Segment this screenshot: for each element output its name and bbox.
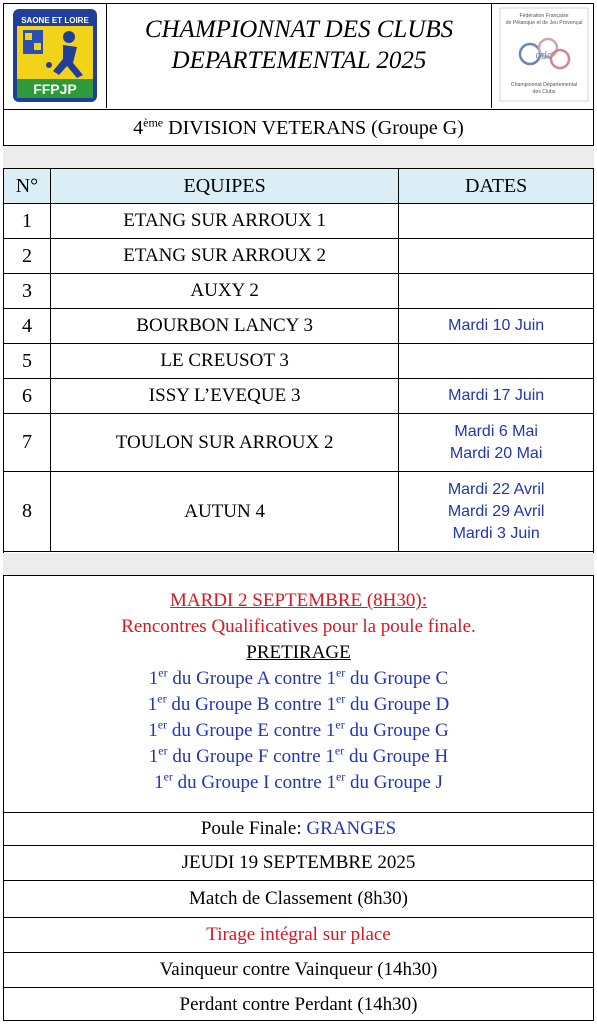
grey-band <box>3 553 594 575</box>
cdc-logo <box>491 3 594 108</box>
rank-sup: er <box>334 743 345 758</box>
rank-sup: er <box>158 665 168 680</box>
title-line-1: CHAMPIONNAT DES CLUBS <box>144 16 454 43</box>
row-team: AUXY 2 <box>50 274 398 309</box>
match-line <box>3 718 594 744</box>
date-line: Mardi 20 Mai <box>449 444 543 462</box>
rank-sup: er <box>157 691 167 706</box>
rank-sup: er <box>158 743 168 758</box>
vainqueur-row: Vainqueur contre Vainqueur (14h30) <box>159 959 438 980</box>
title-line-2: DEPARTEMENTAL 2025 <box>171 47 427 74</box>
date-line: Mardi 17 Juin <box>448 387 545 404</box>
row-dates <box>399 239 594 274</box>
classement-row: Match de Classement (8h30) <box>189 888 408 909</box>
qualif-date <box>3 588 594 614</box>
rank-sup: er <box>335 665 346 680</box>
rank-sup: er <box>157 717 168 732</box>
rank-num: 1 <box>326 668 336 689</box>
match-text: du Groupe J <box>345 772 443 793</box>
logo-bottom-text: FFPJP <box>33 81 77 97</box>
row-dates <box>399 414 594 472</box>
row-dates <box>399 344 594 379</box>
teams-table <box>3 168 594 552</box>
table-row <box>4 239 594 274</box>
division-text: DIVISION VETERANS (Groupe G) <box>163 117 464 139</box>
row-team: ISSY L’EVEQUE 3 <box>50 379 398 414</box>
poule-label: Poule Finale: <box>200 818 307 839</box>
row-dates <box>399 204 594 239</box>
rank-sup: er <box>163 769 173 784</box>
ffpjp-saone-et-loire-logo <box>3 3 107 108</box>
rank-sup: er <box>335 691 346 706</box>
match-text: du Groupe C <box>345 668 449 689</box>
division-sup: ème <box>143 115 164 130</box>
header-num: N° <box>4 169 51 204</box>
table-row <box>4 379 594 414</box>
date-line: Mardi 10 Juin <box>448 317 545 334</box>
row-num: 4 <box>4 309 51 344</box>
rank-sup: er <box>335 769 346 784</box>
header-teams: EQUIPES <box>50 169 398 204</box>
qualif-date-text: MARDI 2 SEPTEMBRE (8H30): <box>169 590 428 611</box>
match-text: du Groupe F contre <box>167 746 326 767</box>
poule-finale-row <box>3 813 594 845</box>
row-team: BOURBON LANCY 3 <box>50 309 398 344</box>
rank-num: 1 <box>148 746 159 767</box>
poule-place: GRANGES <box>306 818 397 839</box>
table-header-row <box>4 169 594 204</box>
rank-num: 1 <box>147 694 158 715</box>
match-text: du Groupe B contre <box>166 694 327 715</box>
match-line <box>3 770 594 796</box>
table-row <box>4 204 594 239</box>
row-num: 6 <box>4 379 51 414</box>
row-dates <box>399 379 594 414</box>
perdant-row: Perdant contre Perdant (14h30) <box>179 994 418 1015</box>
grey-band <box>3 146 594 168</box>
row-num: 1 <box>4 204 51 239</box>
row-num: 5 <box>4 344 51 379</box>
tirage-row: Tirage intégral sur place <box>206 924 391 945</box>
right-logo-mark: cdc <box>535 50 553 62</box>
rank-num: 1 <box>148 720 158 741</box>
match-text: du Groupe H <box>344 746 449 767</box>
match-text: du Groupe A contre <box>167 668 327 689</box>
rank-num: 1 <box>326 772 336 793</box>
pretirage-heading <box>3 640 594 666</box>
match-line <box>3 666 594 692</box>
division-title <box>3 111 594 145</box>
divider <box>3 575 594 576</box>
right-logo-top-1: Fédération Française <box>519 13 569 19</box>
match-text: du Groupe G <box>344 720 449 741</box>
rank-num: 1 <box>154 772 164 793</box>
header-dates: DATES <box>399 169 594 204</box>
division-prefix: 4 <box>133 117 144 139</box>
qualif-section <box>3 588 594 796</box>
row-dates <box>399 472 594 552</box>
table-row <box>4 344 594 379</box>
table-row <box>4 309 594 344</box>
rank-sup: er <box>335 717 345 732</box>
row-num: 7 <box>4 414 51 472</box>
qualif-subtitle: Rencontres Qualificatives pour la poule finale. <box>121 616 476 637</box>
date-line: Mardi 3 Juin <box>452 524 540 542</box>
rank-num: 1 <box>326 694 336 715</box>
row-team: AUTUN 4 <box>50 472 398 552</box>
match-text: du Groupe I contre <box>172 772 327 793</box>
match-line <box>3 692 594 718</box>
row-team: TOULON SUR ARROUX 2 <box>50 414 398 472</box>
logo-top-text: SAONE ET LOIRE <box>21 16 89 25</box>
row-num: 2 <box>4 239 51 274</box>
table-row <box>4 472 594 552</box>
row-team: ETANG SUR ARROUX 1 <box>50 204 398 239</box>
petanque-player-logo-icon <box>3 3 107 108</box>
row-team: ETANG SUR ARROUX 2 <box>50 239 398 274</box>
cdc-federation-logo-icon <box>492 3 595 108</box>
divider <box>3 109 594 110</box>
match-text: du Groupe D <box>345 694 450 715</box>
row-num: 3 <box>4 274 51 309</box>
date-line: Mardi 6 Mai <box>454 422 538 440</box>
right-logo-top-2: de Pétanque et de Jeu Provençal <box>505 20 583 26</box>
row-dates <box>399 309 594 344</box>
match-line <box>3 744 594 770</box>
rank-num: 1 <box>148 668 159 689</box>
match-text: du Groupe E contre <box>167 720 326 741</box>
final-date: JEUDI 19 SEPTEMBRE 2025 <box>181 852 416 873</box>
table-row <box>4 414 594 472</box>
pretirage-text: PRETIRAGE <box>246 642 351 663</box>
right-logo-bottom-1: Championnat Départemental <box>510 82 578 88</box>
rank-num: 1 <box>325 746 335 767</box>
row-num: 8 <box>4 472 51 552</box>
date-line: Mardi 29 Avril <box>447 502 545 520</box>
row-dates <box>399 274 594 309</box>
table-row <box>4 274 594 309</box>
page-title <box>107 14 491 76</box>
row-team: LE CREUSOT 3 <box>50 344 398 379</box>
right-logo-bottom-2: des Clubs <box>532 89 556 95</box>
date-line: Mardi 22 Avril <box>447 480 545 498</box>
rank-num: 1 <box>325 720 336 741</box>
